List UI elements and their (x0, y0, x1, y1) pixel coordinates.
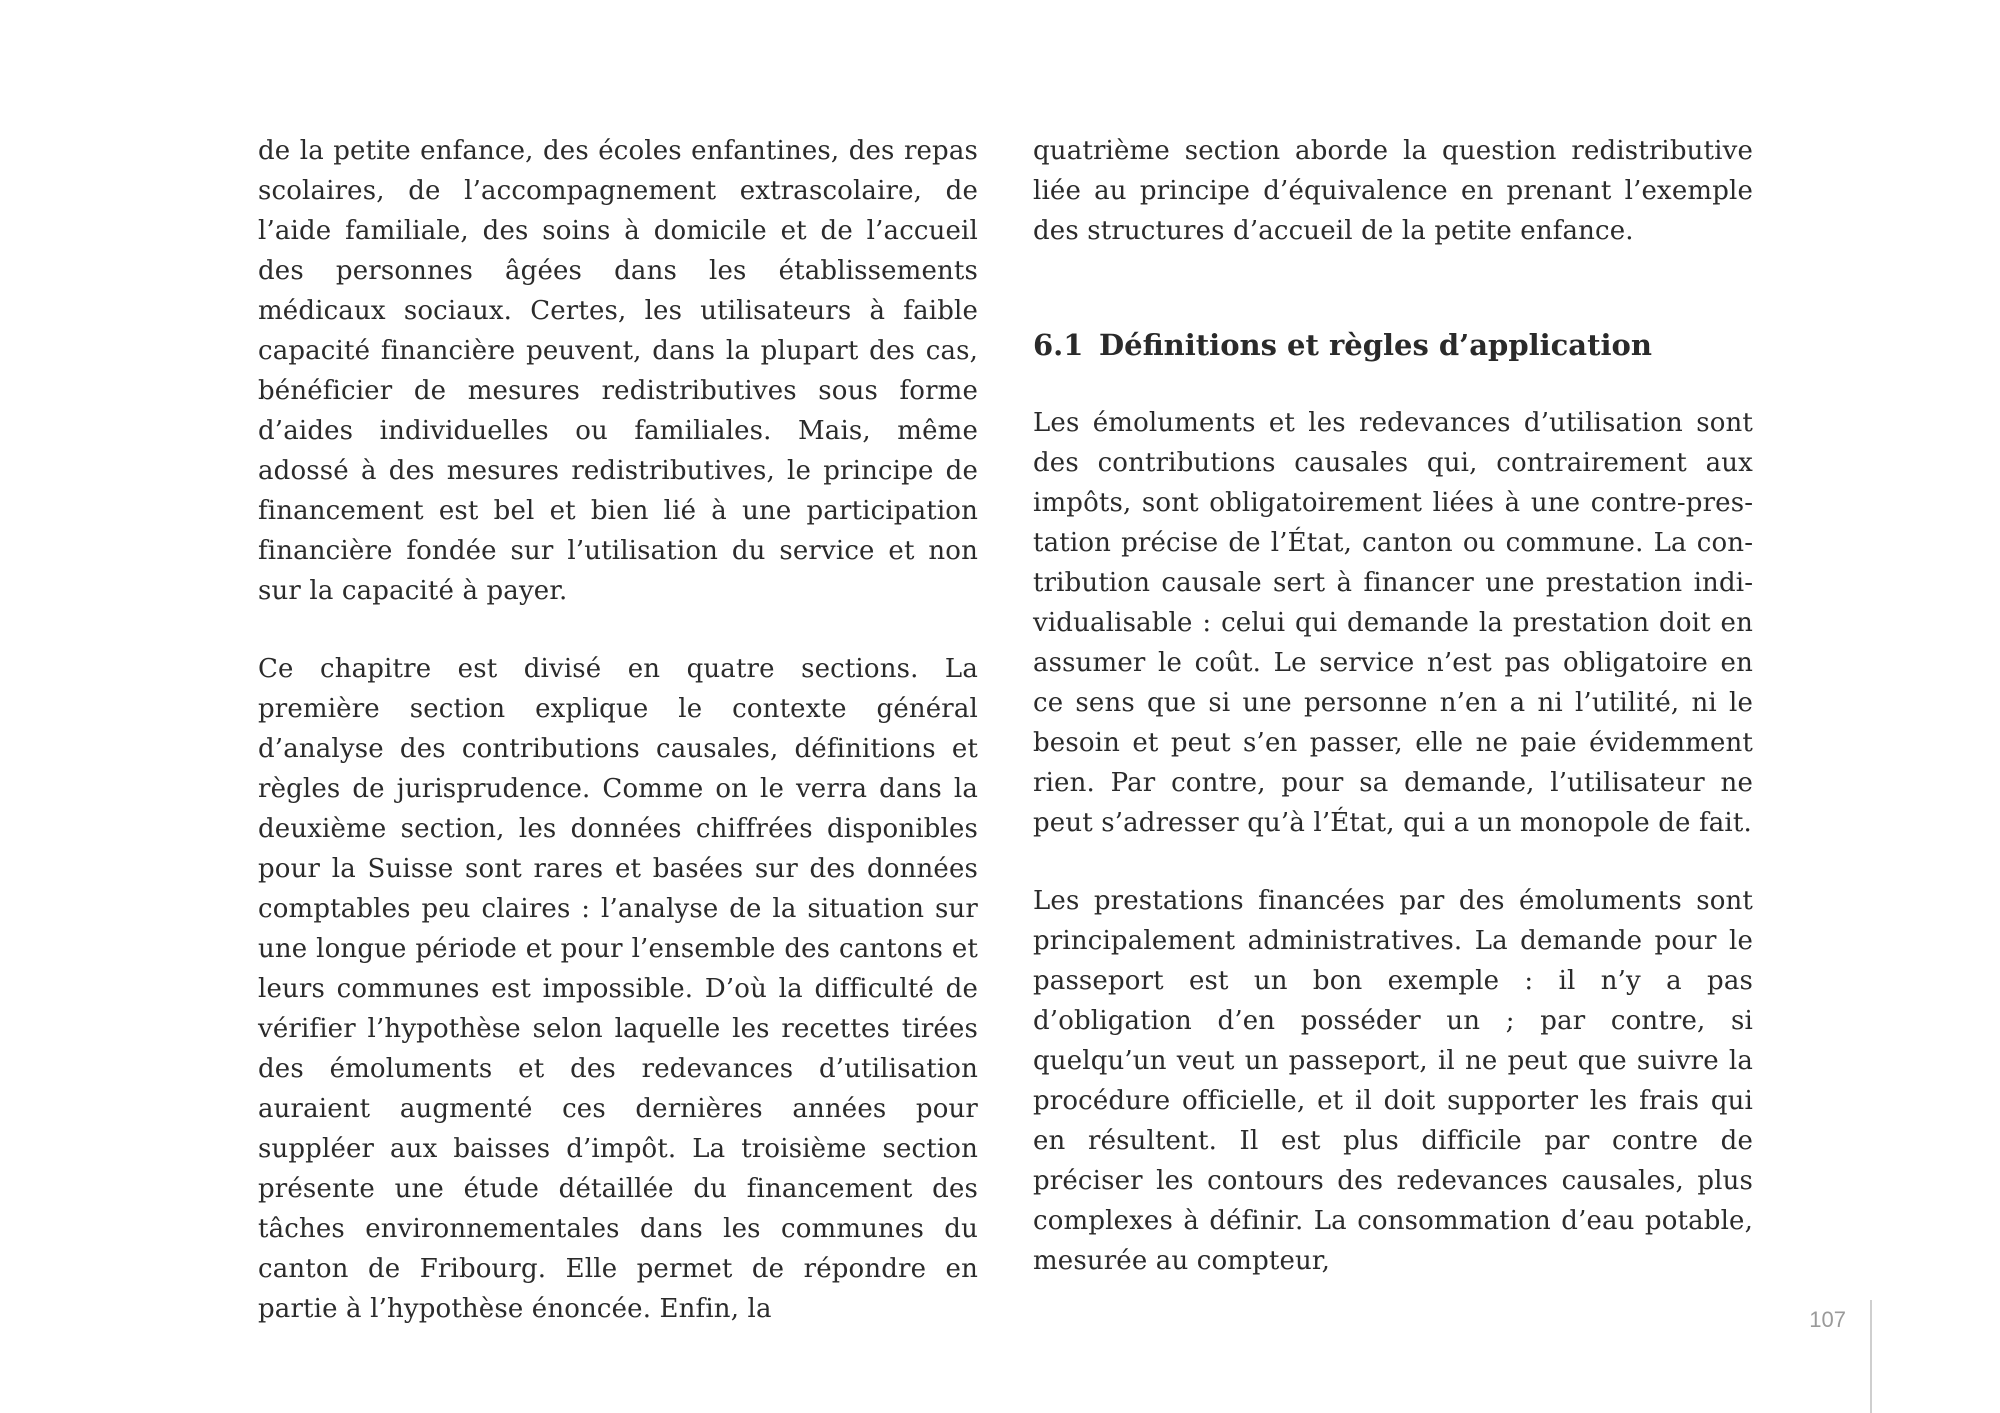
body-paragraph: Les émoluments et les redevances d’utilisation sont des contributions causales qui, contrairement aux impôts, sont obligatoirement liées à une contre-prestation précise de l’État, canton ou commune. La contribution causale sert à financer une prestation individualisable : celui qui demande la prestation doit en assumer le coût. Le service n’est pas obligatoire en ce sens que si une personne n’en a ni l’utilité, ni le besoin et peut s’en passer, elle ne paie évidemment rien. Par contre, pour sa demande, l’utilisateur ne peut s’adresser qu’à l’État, qui a un monopole de fait. (1033, 408, 1753, 838)
right-text-column (1033, 131, 1753, 1281)
margin-rule (1870, 1300, 1872, 1413)
left-text-column (258, 131, 978, 1329)
page-number: 107 (1809, 1307, 1846, 1332)
body-paragraph: Les prestations financées par des émoluments sont principalement administratives. La demande pour le passeport est un bon exemple : il n’y a pas d’obligation d’en posséder un ; par contre, si quelqu’un veut un passeport, il ne peut que suivre la procédure officielle, et il doit supporter les frais qui en résultent. Il est plus difficile par contre de préciser les contours des redevances causales, plus complexes à définir. La consommation d’eau potable, mesurée au compteur, (1033, 886, 1753, 1276)
body-paragraph: de la petite enfance, des écoles enfantines, des repas scolaires, de l’accompagnement extrascolaire, de l’aide familiale, des soins à domicile et de l’accueil des personnes âgées dans les établissements médicaux sociaux. Certes, les utilisateurs à faible capacité financière peuvent, dans la plupart des cas, bénéficier de mesures redistributives sous forme d’aides individuelles ou familiales. Mais, même adossé à des mesures redistributives, le principe de financement est bel et bien lié à une participation financière fondée sur l’utilisation du service et non sur la capacité à payer. (258, 136, 978, 606)
section-heading (1033, 325, 1753, 365)
section-title: Définitions et règles d’application (1099, 328, 1652, 362)
section-number: 6.1 (1033, 328, 1084, 362)
body-paragraph: Ce chapitre est divisé en quatre sections. La première section explique le contexte général d’analyse des contributions causales, définitions et règles de jurisprudence. Comme on le verra dans la deuxième section, les données chiffrées disponibles pour la Suisse sont rares et basées sur des données comptables peu claires : l’analyse de la situation sur une longue période et pour l’ensemble des cantons et leurs communes est impossible. D’où la difficulté de vérifier l’hypothèse selon laquelle les recettes tirées des émoluments et des redevances d’utilisation auraient augmenté ces dernières années pour suppléer aux baisses d’impôt. La troisième section présente une étude détaillée du financement des tâches environnementales dans les communes du canton de Fribourg. Elle permet de répondre en partie à l’hypothèse énoncée. Enfin, la (258, 654, 978, 1324)
intro-paragraph: quatrième section aborde la question redistributive liée au principe d’équivalence en prenant l’exemple des structures d’accueil de la petite enfance. (1033, 136, 1753, 246)
